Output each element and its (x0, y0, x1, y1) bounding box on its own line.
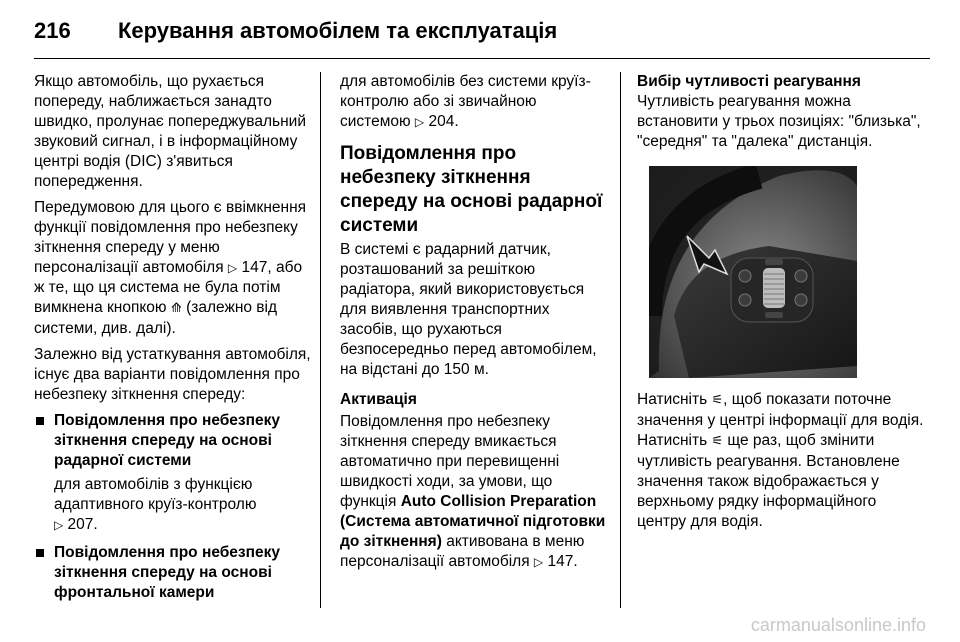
page-ref-icon: ▷ (54, 518, 64, 532)
vehicle-distance-icon: ⚟ (711, 393, 724, 408)
chapter-title: Керування автомобілем та експлуатація (118, 18, 558, 43)
header-rule (34, 58, 930, 59)
page-number: 216 (34, 18, 71, 43)
bullet-text: для автомобілів з функцією адаптивного круїз-контролю ▷ 207. (54, 476, 257, 533)
paragraph: для автомобілів без системи круїз-контролю або зі звичайною системою ▷ 204. (340, 73, 591, 130)
paragraph: В системі є радарний датчик, розташований за решіткою радіатора, який використовується для виявлення транспортних засобів, що рухаються безпосередньо перед автомобілем, на відстані до 150 м. (340, 241, 597, 378)
column-3 (637, 72, 927, 538)
section-heading: Повідомлення про небезпеку зіткнення спереду на основі радарної системи (340, 143, 603, 236)
paragraph: Чутливість реагування можна встановити у трьох позиціях: "близька", "середня" та "далека" дистанція. (637, 93, 921, 150)
page-ref-icon: ▷ (533, 555, 544, 569)
paragraph: Залежно від устаткування автомобіля, існує два варіанти повідомлення про небезпеку зіткнення спереду: (34, 346, 311, 403)
paragraph: Повідомлення про небезпеку зіткнення спереду вмикається автоматично при перевищенні швидкості ходи, за умови, що функція Auto Collision Preparation (Система автоматичної підготовки до зіткнення) активована в меню персоналізації автомобіля ▷ 147. (340, 413, 606, 570)
bullet-item: Повідомлення про небезпеку зіткнення спереду на основі радарної системи (34, 411, 312, 471)
collision-warning-icon: ⟰ (170, 301, 182, 316)
page-ref-icon: ▷ (227, 261, 238, 275)
paragraph: Передумовою для цього є ввімкнення функції повідомлення про небезпеку зіткнення спереду у меню персоналізації автомобіля ▷ 147, або ж те, що ця система не була потім вимкнена кнопкою ⟰ (залежно від системи, див. далі). (34, 199, 307, 337)
vehicle-distance-icon: ⚟ (711, 434, 724, 449)
column-divider (320, 72, 321, 608)
watermark: carmanualsonline.info (750, 615, 926, 635)
column-1 (34, 72, 312, 605)
steering-wheel-image (649, 166, 857, 378)
paragraph: Натисніть ⚟, щоб показати поточне значення у центрі інформації для водія. Натисніть ⚟ ще раз, щоб змінити чутливість реагування. Встановлене значення також відображається у верхньому рядку інформаційного центру для водія. (637, 391, 924, 530)
page-header (34, 18, 934, 48)
section-heading: Вибір чутливості реагування (637, 73, 861, 90)
column-2 (340, 72, 610, 578)
subsection-heading: Активація (340, 391, 417, 408)
page-ref-icon: ▷ (414, 115, 425, 129)
steering-wheel-photo (649, 166, 857, 378)
paragraph: Якщо автомобіль, що рухається попереду, наближається занадто швидко, пролунає попереджувальний звуковий сигнал, і в інформаційному центрі водія (DIC) з'явиться попередження. (34, 73, 306, 190)
bullet-item: Повідомлення про небезпеку зіткнення спереду на основі фронтальної камери (34, 543, 312, 603)
column-divider (620, 72, 621, 608)
